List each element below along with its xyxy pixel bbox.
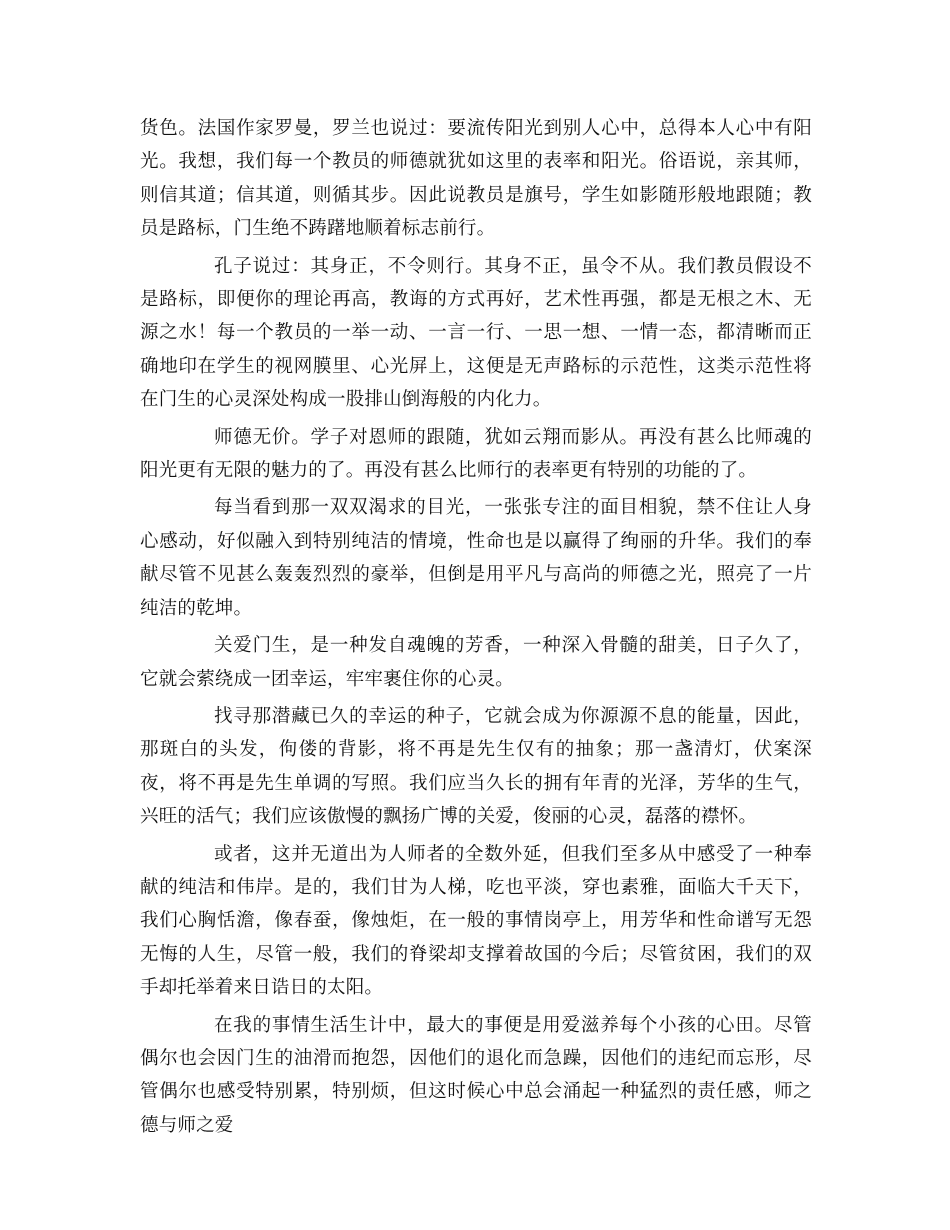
document-body	[140, 112, 812, 1146]
paragraph-5: 关爱门生，是一种发自魂魄的芳香，一种深入骨髓的甜美，日子久了，它就会萦绕成一团幸运，牢牢裹住你的心灵。	[140, 635, 812, 690]
paragraph-6: 找寻那潜藏已久的幸运的种子，它就会成为你源源不息的能量，因此，那斑白的头发，佝偻的背影，将不再是先生仅有的抽象；那一盏清灯，伏案深夜，将不再是先生单调的写照。我们应当久长的拥有年青的光泽，芳华的生气，兴旺的活气；我们应该傲慢的飘扬广博的关爱，俊丽的心灵，磊落的襟怀。	[140, 705, 812, 828]
paragraph-1: 货色。法国作家罗曼，罗兰也说过：要流传阳光到别人心中，总得本人心中有阳光。我想，我们每一个教员的师德就犹如这里的表率和阳光。俗语说，亲其师，则信其道；信其道，则循其步。因此说教员是旗号，学生如影随形般地跟随；教员是路标，门生绝不踌躇地顺着标志前行。	[140, 118, 812, 240]
paragraph-4: 每当看到那一双双渴求的目光，一张张专注的面目相貌，禁不住让人身心感动，好似融入到特别纯洁的情境，性命也是以赢得了绚丽的升华。我们的奉献尽管不见甚么轰轰烈烈的豪举，但倒是用平凡与高尚的师德之光，照亮了一片纯洁的乾坤。	[140, 497, 812, 619]
paragraph-8: 在我的事情生活生计中，最大的事便是用爱滋养每个小孩的心田。尽管偶尔也会因门生的油滑而抱怨，因他们的退化而急躁，因他们的违纪而忘形，尽管偶尔也感受特别累，特别烦，但这时候心中总会涌起一种猛烈的责任感，师之德与师之爱	[140, 1014, 812, 1136]
paragraph-2: 孔子说过：其身正，不令则行。其身不正，虽令不从。我们教员假设不是路标，即便你的理论再高，教诲的方式再好，艺术性再强，都是无根之木、无源之水！每一个教员的一举一动、一言一行、一思一想、一情一态，都清晰而正确地印在学生的视网膜里、心光屏上，这便是无声路标的示范性，这类示范性将在门生的心灵深处构成一股排山倒海般的内化力。	[140, 255, 812, 411]
paragraph-7: 或者，这并无道出为人师者的全数外延，但我们至多从中感受了一种奉献的纯洁和伟岸。是的，我们甘为人梯，吃也平淡，穿也素雅，面临大千天下，我们心胸恬澹，像春蚕，像烛炬，在一般的事情岗亭上，用芳华和性命谱写无怨无悔的人生，尽管一般，我们的脊梁却支撑着故国的今后；尽管贫困，我们的双手却托举着来日诰日的太阳。	[140, 843, 812, 999]
paragraph-3: 师德无价。学子对恩师的跟随，犹如云翔而影从。再没有甚么比师魂的阳光更有无限的魅力的了。再没有甚么比师行的表率更有特别的功能的了。	[140, 426, 812, 482]
